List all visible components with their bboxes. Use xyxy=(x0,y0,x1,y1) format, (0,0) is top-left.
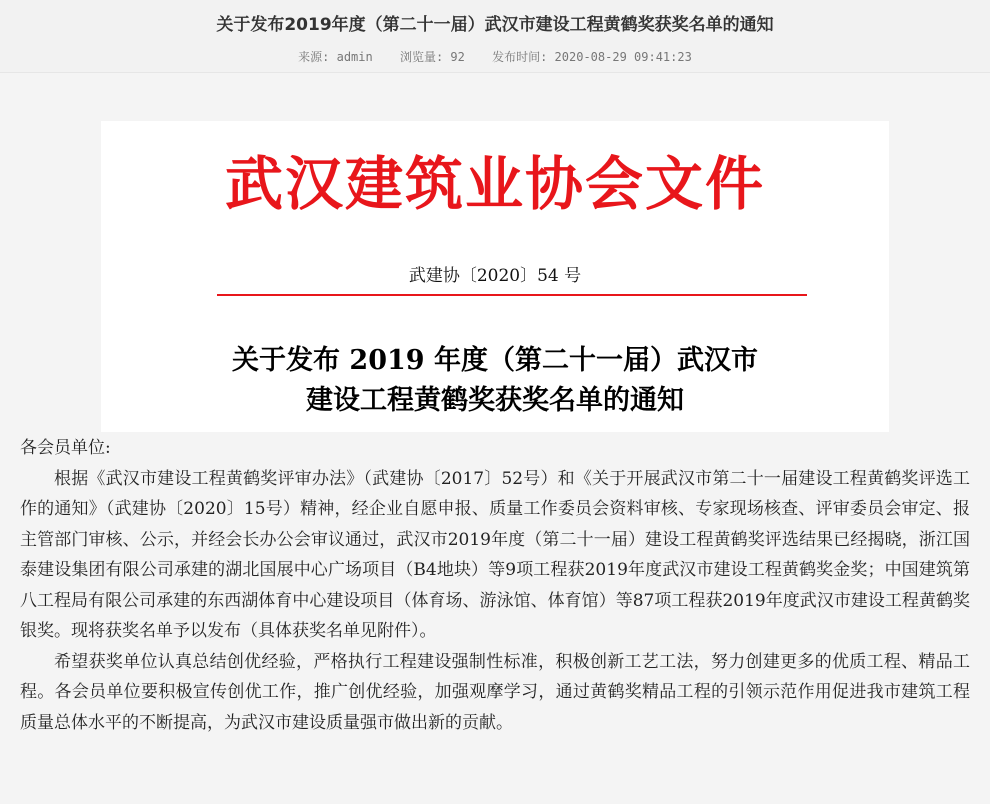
doc-title xyxy=(101,341,889,421)
article-header xyxy=(0,0,990,73)
article-meta xyxy=(0,48,990,65)
meta-source: 来源: admin xyxy=(298,50,373,64)
document-header-image xyxy=(101,121,889,432)
meta-published: 发布时间: 2020-08-29 09:41:23 xyxy=(492,50,692,64)
doc-title-line-1: 关于发布 2019 年度（第二十一届）武汉市 xyxy=(232,345,758,376)
doc-org-header: 武汉建筑业协会文件 xyxy=(224,150,765,218)
paragraph: 根据《武汉市建设工程黄鹤奖评审办法》（武建协〔2017〕52号）和《关于开展武汉市第二十一届建设工程黄鹤奖评选工作的通知》（武建协〔2020〕15号）精神，经企业自愿申报、质量工作委员会资料审核、专家现场核查、评审委员会审定、报主管部门审核、公示，并经会长办公会审议通过，武汉市2019年度（第二十一届）建设工程黄鹤奖评选结果已经揭晓，浙江国泰建设集团有限公司承建的湖北国展中心广场项目（B4地块）等9项工程获2019年度武汉市建设工程黄鹤奖金奖；中国建筑第八工程局有限公司承建的东西湖体育中心建设项目（体育场、游泳馆、体育馆）等87项工程获2019年度武汉市建设工程黄鹤奖银奖。现将获奖名单予以发布（具体获奖名单见附件）。 xyxy=(20,468,970,641)
paragraph: 希望获奖单位认真总结创优经验，严格执行工程建设强制性标准，积极创新工艺工法，努力创建更多的优质工程、精品工程。各会员单位要积极宣传创优工作，推广创优经验，加强观摩学习，通过黄鹤奖精品工程的引领示范作用促进我市建筑工程质量总体水平的不断提高，为武汉市建设质量强市做出新的贡献。 xyxy=(20,651,970,733)
doc-title-line-2: 建设工程黄鹤奖获奖名单的通知 xyxy=(306,385,684,416)
meta-views: 浏览量: 92 xyxy=(399,50,465,64)
doc-red-rule xyxy=(217,294,807,296)
doc-number: 武建协〔2020〕54 号 xyxy=(408,266,582,286)
salutation: 各会员单位: xyxy=(20,438,111,458)
page-title: 关于发布2019年度（第二十一届）武汉市建设工程黄鹤奖获奖名单的通知 xyxy=(216,15,774,35)
article-body xyxy=(20,433,970,738)
